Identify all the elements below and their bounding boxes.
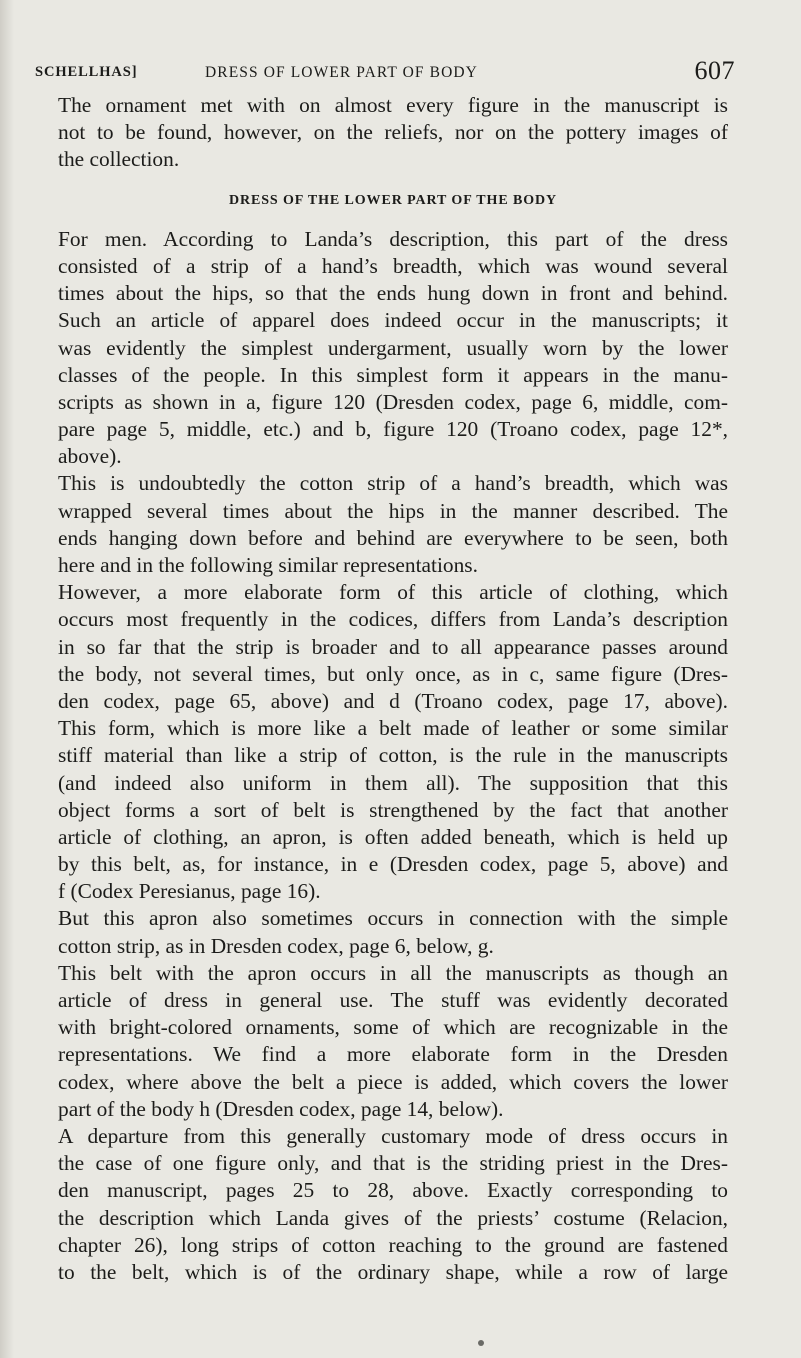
text-line: For men. According to Landa’s description, this part of the dress: [58, 226, 728, 251]
text-line: with bright-colored ornaments, some of which are recognizable in the: [58, 1015, 728, 1040]
text-line: the case of one figure only, and that is the striding priest in the Dres-: [58, 1151, 728, 1176]
paragraph-belt-apron: [58, 960, 728, 1123]
text-line: ends hanging down before and behind are everywhere to be seen, both: [58, 525, 728, 550]
text-line: times about the hips, so that the ends hung down in front and behind.: [58, 281, 728, 306]
text-line: The ornament met with on almost every figure in the manuscript is: [58, 93, 728, 117]
paragraph-elaborate-form: [58, 579, 728, 905]
text-line: the collection.: [58, 147, 180, 172]
text-line: not to be found, however, on the reliefs, nor on the pottery images of: [58, 120, 728, 145]
section-heading: DRESS OF THE LOWER PART OF THE BODY: [228, 192, 558, 208]
text-line: f (Codex Peresianus, page 16).: [58, 879, 321, 904]
text-line: chapter 26), long strips of cotton reaching to the ground are fastened: [58, 1232, 728, 1257]
text-line: stiff material than like a strip of cotton, is the rule in the manuscripts: [58, 743, 728, 768]
text-line: den codex, page 65, above) and d (Troano codex, page 17, above).: [58, 688, 728, 713]
text-line: A departure from this generally customary mode of dress occurs in: [58, 1123, 728, 1148]
paragraph-priest: [58, 1123, 728, 1286]
paragraph-intro: [58, 92, 728, 174]
paragraph-cotton-strip: [58, 470, 728, 579]
text-line: in so far that the strip is broader and to all appearance passes around: [58, 634, 728, 659]
text-line: This form, which is more like a belt made of leather or some similar: [58, 716, 728, 741]
text-line: the description which Landa gives of the priests’ costume (Relacion,: [58, 1205, 728, 1230]
text-line: here and in the following similar representations.: [58, 553, 478, 577]
text-line: classes of the people. In this simplest form it appears in the manu-: [58, 362, 728, 387]
text-line: (and indeed also uniform in them all). The supposition that this: [58, 770, 728, 795]
text-line: den manuscript, pages 25 to 28, above. Exactly corresponding to: [58, 1178, 728, 1203]
text-line: This is undoubtedly the cotton strip of a hand’s breadth, which was: [58, 471, 728, 496]
print-speck: [478, 1340, 484, 1346]
running-header-title: DRESS OF LOWER PART OF BODY: [205, 64, 478, 81]
text-line: codex, where above the belt a piece is added, which covers the lower: [58, 1069, 728, 1094]
text-line: However, a more elaborate form of this article of clothing, which: [58, 580, 728, 605]
text-line: the body, not several times, but only once, as in c, same figure (Dres-: [58, 661, 728, 686]
text-line: article of dress in general use. The stuff was evidently decorated: [58, 988, 728, 1012]
text-line: pare page 5, middle, etc.) and b, figure 120 (Troano codex, page 12*,: [58, 417, 728, 442]
text-line: But this apron also sometimes occurs in connection with the simple: [58, 906, 728, 931]
text-line: article of clothing, an apron, is often added beneath, which is held up: [58, 824, 728, 849]
text-line: wrapped several times about the hips in the manner described. The: [58, 498, 728, 523]
page-number: 607: [694, 56, 735, 85]
paragraph-apron: [58, 905, 728, 959]
text-line: scripts as shown in a, figure 120 (Dresden codex, page 6, middle, com-: [58, 389, 728, 414]
paragraph-for-men: [58, 226, 728, 471]
text-line: consisted of a strip of a hand’s breadth, which was wound several: [58, 253, 728, 278]
text-line: above).: [58, 444, 122, 469]
page-body: [58, 92, 728, 1286]
page-gutter-shadow: [0, 0, 14, 1358]
text-line: occurs most frequently in the codices, differs from Landa’s description: [58, 607, 728, 632]
running-header-author: SCHELLHAS]: [35, 64, 138, 80]
running-header: [35, 56, 735, 92]
text-line: This belt with the apron occurs in all the manuscripts as though an: [58, 960, 728, 985]
text-line: Such an article of apparel does indeed occur in the manuscripts; it: [58, 308, 728, 333]
text-line: object forms a sort of belt is strengthened by the fact that another: [58, 797, 728, 822]
text-line: cotton strip, as in Dresden codex, page 6, below, g.: [58, 933, 494, 958]
text-line: by this belt, as, for instance, in e (Dresden codex, page 5, above) and: [58, 852, 728, 877]
text-line: part of the body h (Dresden codex, page 14, below).: [58, 1096, 504, 1121]
text-line: representations. We find a more elaborate form in the Dresden: [58, 1042, 728, 1067]
text-line: was evidently the simplest undergarment, usually worn by the lower: [58, 335, 728, 360]
text-line: to the belt, which is of the ordinary shape, while a row of large: [58, 1259, 728, 1284]
